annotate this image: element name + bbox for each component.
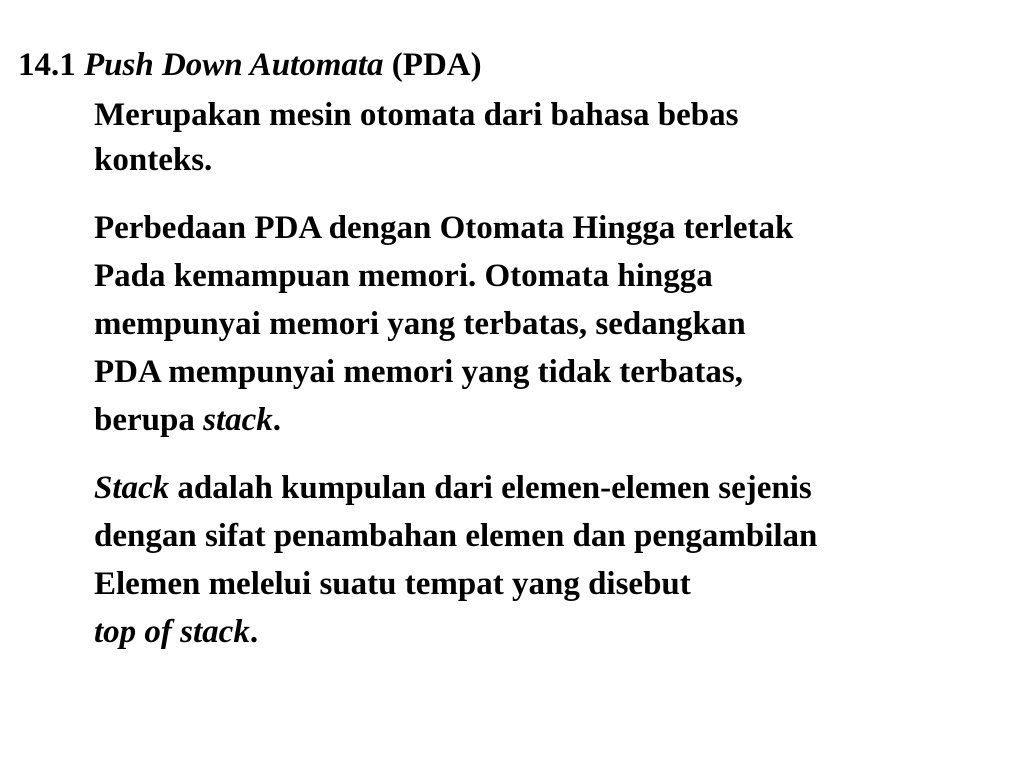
section-heading bbox=[18, 46, 482, 84]
para2-line2: Pada kemampuan memori. Otomata hingga bbox=[94, 258, 713, 294]
section-number: 14.1 bbox=[18, 47, 76, 83]
stack-term-start: Stack bbox=[94, 470, 170, 506]
para2-line5-suffix: . bbox=[272, 402, 282, 438]
stack-term: stack bbox=[203, 402, 273, 438]
para1-line2: konteks. bbox=[94, 142, 213, 178]
top-of-stack-term: top of stack bbox=[94, 614, 250, 650]
para3-line4-suffix: . bbox=[249, 614, 259, 650]
section-abbr: (PDA) bbox=[391, 47, 482, 83]
para3-line1-rest: adalah kumpulan dari elemen-elemen sejenis bbox=[177, 470, 812, 506]
section-term: Push Down Automata bbox=[84, 47, 384, 83]
para2-line5 bbox=[94, 401, 281, 439]
para2-line1: Perbedaan PDA dengan Otomata Hingga terletak bbox=[94, 210, 794, 246]
para3-line2: dengan sifat penambahan elemen dan pengambilan bbox=[94, 518, 818, 554]
para3-line3: Elemen melelui suatu tempat yang disebut bbox=[94, 566, 691, 602]
para2-line4: PDA mempunyai memori yang tidak terbatas, bbox=[94, 354, 743, 390]
para3-line4 bbox=[94, 613, 258, 651]
para2-line5-prefix: berupa bbox=[94, 402, 195, 438]
para3-line1 bbox=[94, 469, 812, 507]
para1-line1: Merupakan mesin otomata dari bahasa bebas bbox=[94, 97, 739, 133]
para2-line3: mempunyai memori yang terbatas, sedangkan bbox=[94, 306, 746, 342]
